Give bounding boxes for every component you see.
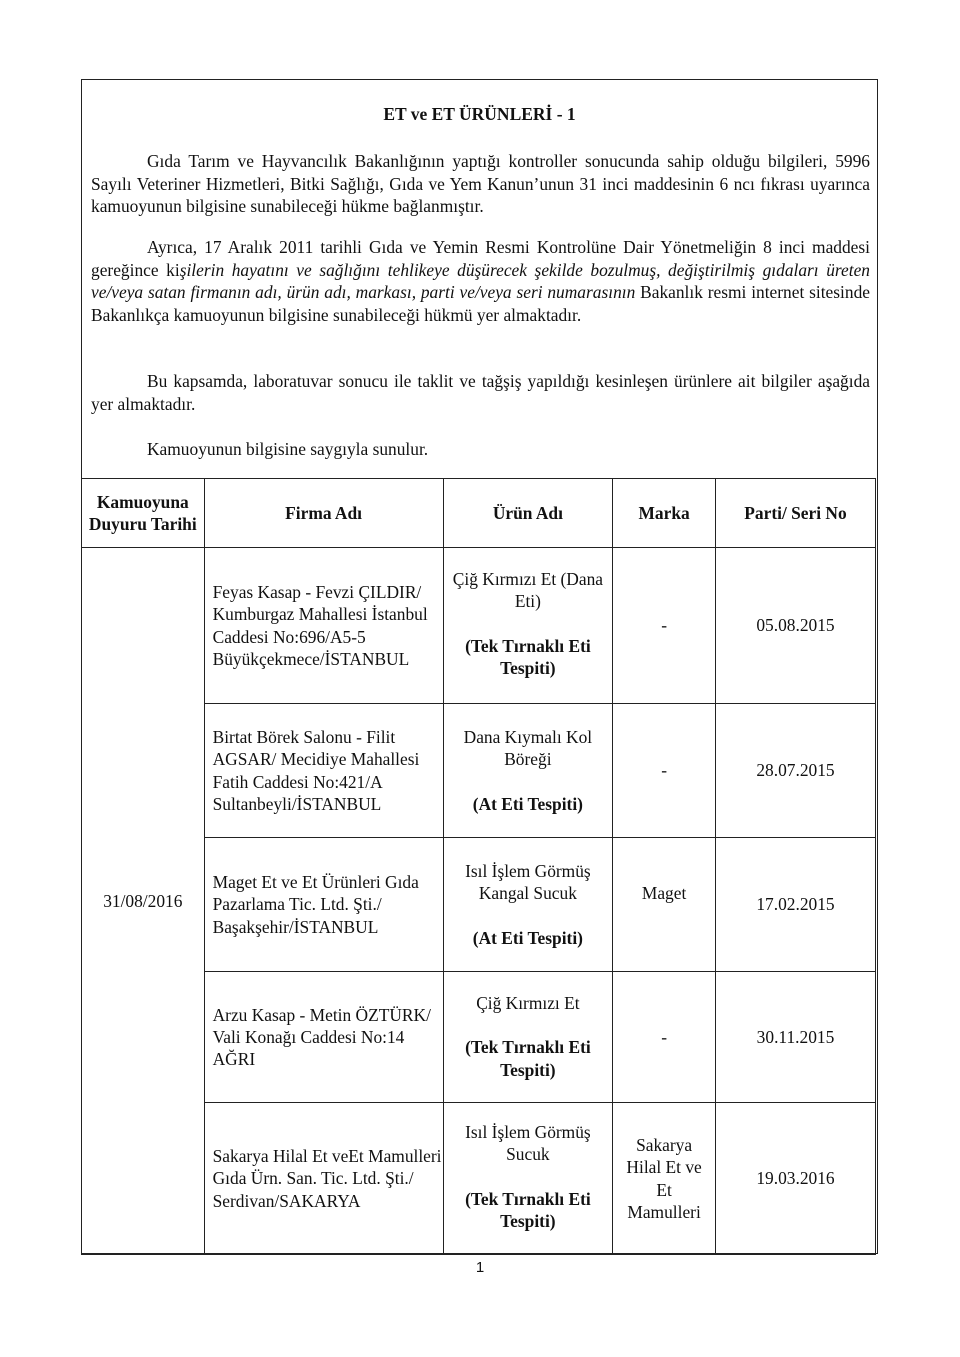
paragraph-legal-basis: Gıda Tarım ve Hayvancılık Bakanlığının yaptığı kontroller sonucunda sahip olduğu bilgileri, 5996 Sayılı Veteriner Hizmetleri, Bitki Sağlığı, Gıda ve Yem Kanun’unun 31 inci maddesinin 6 ncı fıkrası uyarınca kamuoyunun bilgisine sunabileceği hükme bağlanmıştır. [91, 151, 870, 216]
header-firm: Firma Adı [204, 479, 443, 548]
product-cell: Dana Kıymalı Kol Böreği (At Eti Tespiti) [443, 704, 613, 838]
intro-section [82, 80, 877, 478]
brand-cell: Maget [613, 838, 716, 972]
firm-cell: Arzu Kasap - Metin ÖZTÜRK/ Vali Konağı Caddesi No:14 AĞRI [204, 972, 443, 1103]
header-batch: Parti/ Seri No [715, 479, 875, 548]
paragraph-scope: Bu kapsamda, laboratuvar sonucu ile taklit ve tağşiş yapıldığı kesinleşen ürünlere ait bilgiler aşağıda yer almaktadır. [91, 371, 870, 414]
firm-cell: Maget Et ve Et Ürünleri Gıda Pazarlama Tic. Ltd. Şti./ Başakşehir/İSTANBUL [204, 838, 443, 972]
firm-cell: Birtat Börek Salonu - Filit AGSAR/ Mecidiye Mahallesi Fatih Caddesi No:421/A Sultanbeyli/İSTANBUL [204, 704, 443, 838]
finding-label: (Tek Tırnaklı Eti Tespiti) [465, 635, 591, 678]
page-number: 1 [475, 1259, 485, 1276]
document-frame [81, 79, 878, 1254]
brand-cell: - [613, 704, 716, 838]
paragraph-regulation: Ayrıca, 17 Aralık 2011 tarihli Gıda ve Yemin Resmi Kontrolüne Dair Yönetmeliğin 8 inci maddesi gereğince kişilerin hayatını ve sağlığını tehlikeye düşürecek şekilde bozulmuş, değiştirilmiş gıdaları üreten ve/veya satan firmanın adı, ürün adı, markası, parti ve/veya seri numarasının Bakanlık resmi internet sitesinde Bakanlıkça kamuoyunun bilgisine sunabileceği hükmü yer almaktadır. [91, 237, 870, 325]
brand-cell: Sakarya Hilal Et ve Et Mamulleri [613, 1103, 716, 1255]
product-cell: Isıl İşlem Görmüş Kangal Sucuk (At Eti Tespiti) [443, 838, 613, 972]
batch-cell: 28.07.2015 [715, 704, 875, 838]
products-table [81, 478, 876, 1255]
batch-cell: 19.03.2016 [715, 1103, 875, 1255]
firm-cell: Feyas Kasap - Fevzi ÇILDIR/ Kumburgaz Mahallesi İstanbul Caddesi No:696/A5-5 Büyükçekmece/İSTANBUL [204, 548, 443, 704]
product-cell: Çiğ Kırmızı Et (Dana Eti) (Tek Tırnaklı Eti Tespiti) [443, 548, 613, 704]
document-title: ET ve ET ÜRÜNLERİ - 1 [383, 104, 576, 124]
finding-label: (At Eti Tespiti) [472, 927, 583, 948]
finding-label: (Tek Tırnaklı Eti Tespiti) [465, 1037, 591, 1080]
header-announcement-date: Kamuoyuna Duyuru Tarihi [82, 479, 205, 548]
firm-cell: Sakarya Hilal Et veEt Mamulleri Gıda Ürn. San. Tic. Ltd. Şti./ Serdivan/SAKARYA [204, 1103, 443, 1255]
batch-cell: 05.08.2015 [715, 548, 875, 704]
table-row [82, 548, 876, 704]
finding-label: (At Eti Tespiti) [472, 793, 583, 814]
header-product: Ürün Adı [443, 479, 613, 548]
header-brand: Marka [613, 479, 716, 548]
product-cell: Isıl İşlem Görmüş Sucuk (Tek Tırnaklı Eti Tespiti) [443, 1103, 613, 1255]
finding-label: (Tek Tırnaklı Eti Tespiti) [465, 1188, 591, 1231]
table-header-row [82, 479, 876, 548]
batch-cell: 30.11.2015 [715, 972, 875, 1103]
brand-cell: - [613, 972, 716, 1103]
announcement-date-cell: 31/08/2016 [82, 548, 205, 1255]
brand-cell: - [613, 548, 716, 704]
product-cell: Çiğ Kırmızı Et (Tek Tırnaklı Eti Tespiti) [443, 972, 613, 1103]
batch-cell: 17.02.2015 [715, 838, 875, 972]
paragraph-closing: Kamuoyunun bilgisine saygıyla sunulur. [147, 439, 429, 459]
